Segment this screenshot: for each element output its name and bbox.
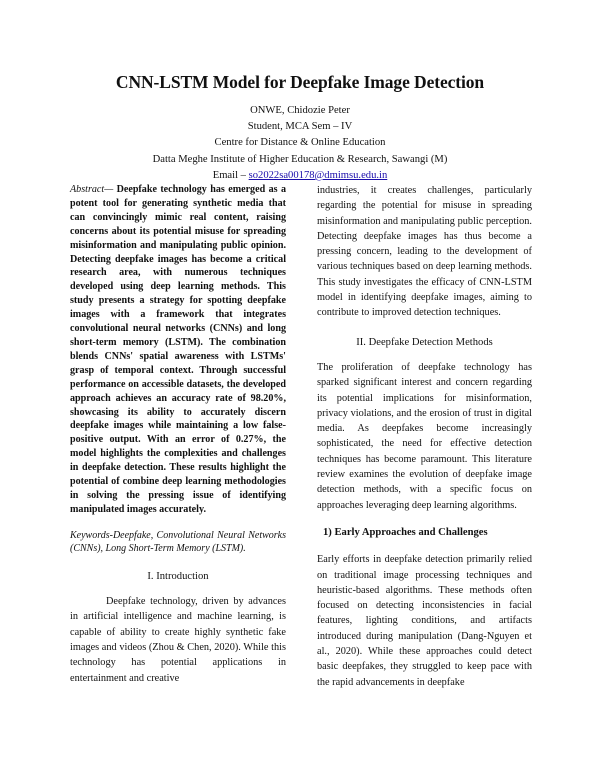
author-email-line <box>0 168 600 184</box>
detection-methods-paragraph: The proliferation of deepfake technology has sparked significant interest and concern regarding its potential implications for misinformation, privacy violations, and the erosion of trust in digital media. As deepfakes become increasingly sophisticated, the need for effective detection techniques has become paramount. This literature review examines the evolution of deepfake image detection methods, with a specific focus on approaches leveraging deep learning algorithms. <box>317 361 532 511</box>
introduction-continued-paragraph: industries, it creates challenges, particularly regarding the potential for misuse in spreading misinformation and manipulating public perception. Detecting deepfake images has thus become a pressing concern, leading to the development of various techniques based on deep learning methods. This study investigates the efficacy of CNN-LSTM model in identifying deepfake images, aiming to contribute to improved detection techniques. <box>317 185 532 319</box>
keywords: Keywords-Deepfake, Convolutional Neural Networks (CNNs), Long Short-Term Memory (LSTM). <box>70 529 286 554</box>
left-column <box>70 183 286 686</box>
author-department: Centre for Distance & Online Education <box>214 137 386 149</box>
section-heading-detection-methods: II. Deepfake Detection Methods <box>356 336 493 348</box>
section-heading-introduction: I. Introduction <box>147 570 209 582</box>
email-label: Email – <box>212 169 249 181</box>
abstract <box>70 183 286 517</box>
abstract-label: Abstract— <box>70 184 114 195</box>
email-link[interactable]: so2022sa00178@dmimsu.edu.in <box>248 169 388 181</box>
introduction-paragraph: Deepfake technology, driven by advances in artificial intelligence and machine learning, is capable of ability to create highly synthetic fake images and videos (Zhou & Chen, 2020). While this technology has potential applications in entertainment and creative <box>70 596 286 684</box>
early-approaches-paragraph: Early efforts in deepfake detection primarily relied on traditional image processing techniques and heuristic-based algorithms. These methods often focused on detecting inconsistencies in facial features, lighting conditions, and artifacts introduced during manipulation (Dang-Nguyen et al., 2020). While these approaches could detect basic deepfakes, they struggled to keep pace with the rapid advancements in deepfake <box>317 554 532 688</box>
paper-title: CNN-LSTM Model for Deepfake Image Detection <box>115 72 485 92</box>
author-name: ONWE, Chidozie Peter <box>250 105 350 116</box>
right-column <box>317 183 532 690</box>
author-institute: Datta Meghe Institute of Higher Education & Research, Sawangi (M) <box>152 153 448 165</box>
author-role: Student, MCA Sem – IV <box>247 121 353 133</box>
subsection-heading-early-approaches: 1) Early Approaches and Challenges <box>323 526 488 538</box>
author-block <box>0 103 600 184</box>
abstract-text: Deepfake technology has emerged as a potent tool for generating synthetic media that can convincingly mimic real content, raising concerns about its potential misuse for spreading misinformation and manipulating public opinion. Detecting deepfake images has become a critical research area, with numerous techniques developed using deep learning methods. This study presents a strategy for spotting deepfake images with a framework that integrates convolutional neural networks (CNNs) and long short-term memory (LSTM). The combination blends CNNs' spatial awareness with LSTMs' grasp of temporal context. Through successful performance on accessible datasets, the developed approach achieves an accuracy rate of 98.20%, showcasing its ability to accurately discern deepfake images while maintaining a low false-positive output. With an error of 0.27%, the model highlights the complexities and challenges in deepfake detection. These results highlight the potential of combine deep learning methodologies in solving the pressing issue of identifying manipulated images accurately. <box>70 184 286 515</box>
